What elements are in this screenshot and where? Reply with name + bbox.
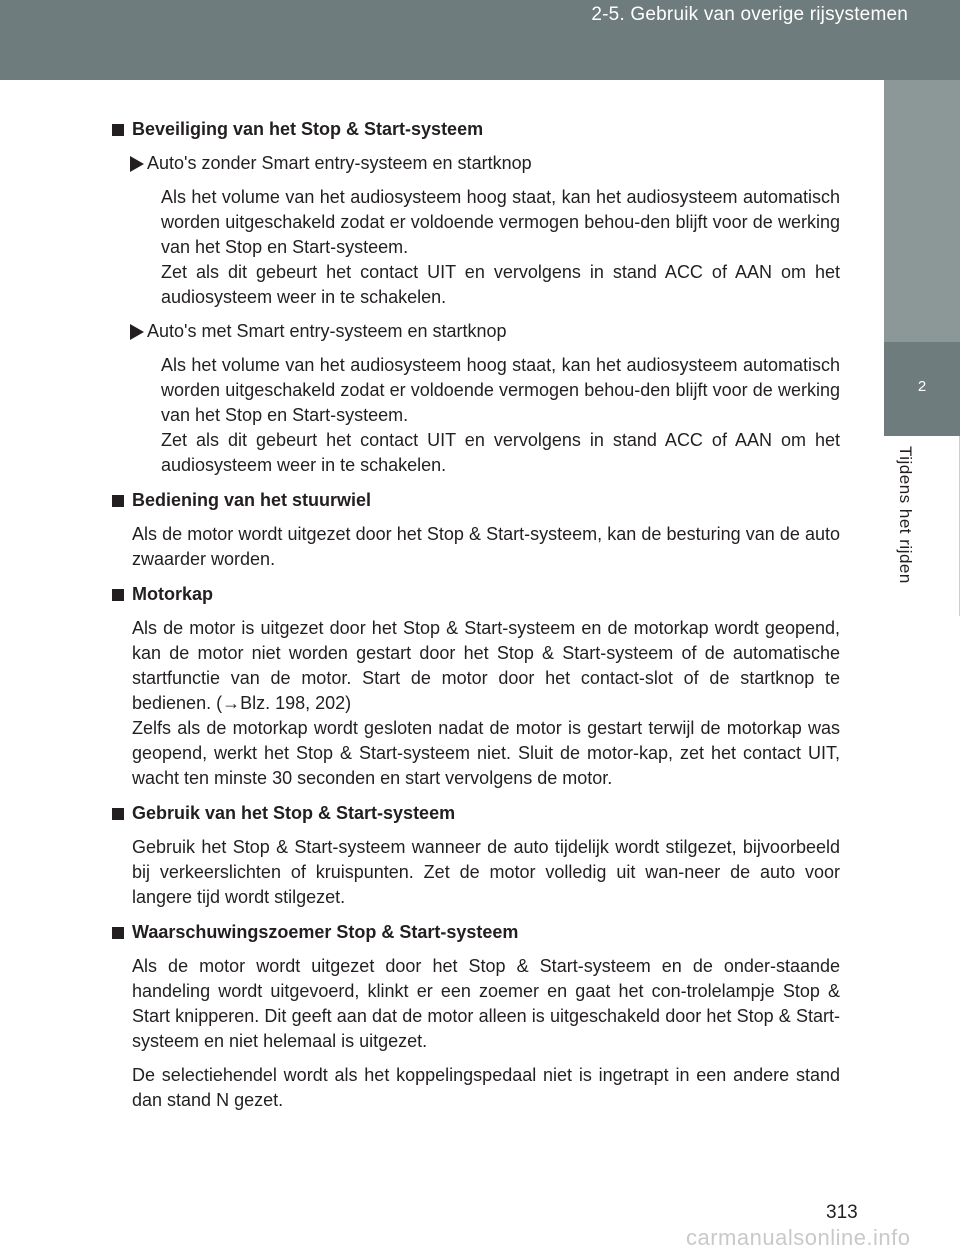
- triangle-bullet-icon: [130, 156, 144, 172]
- paragraph: [132, 835, 840, 910]
- subsection-heading: [130, 319, 840, 344]
- triangle-bullet-icon: [130, 324, 144, 340]
- subsection-heading: [130, 151, 840, 176]
- watermark: carmanualsonline.info: [686, 1225, 911, 1250]
- paragraph: [161, 185, 840, 310]
- section-heading-text: Bediening van het stuurwiel: [132, 490, 372, 510]
- section-stuurwiel: [112, 488, 840, 572]
- square-bullet-icon: [112, 495, 124, 507]
- chapter-title: 2-5. Gebruik van overige rijsystemen: [591, 4, 908, 25]
- paragraph-line: Als het volume van het audiosysteem hoog staat, kan het audiosysteem automatisch worden uitgeschakeld zodat er voldoende vermogen behou-den blijft voor de werking van het Stop en Start-systeem.: [161, 355, 840, 425]
- subsection-heading-text: Auto's zonder Smart entry-systeem en startknop: [147, 153, 532, 173]
- paragraph: [132, 522, 840, 572]
- paragraph-line: Als het volume van het audiosysteem hoog staat, kan het audiosysteem automatisch worden uitgeschakeld zodat er voldoende vermogen behou-den blijft voor de werking van het Stop en Start-systeem.: [161, 187, 840, 257]
- paragraph-line: Als de motor wordt uitgezet door het Stop & Start-systeem en de onder-staande handeling wordt uitgevoerd, klinkt er een zoemer en gaat het con-trolelampje Stop & Start knipperen. Dit geeft aan dat de motor alleen is uitgeschakeld door het Stop & Start-systeem en niet helemaal is uitgezet.: [132, 956, 840, 1051]
- section-heading: [112, 488, 840, 513]
- chapter-side-label: Tijdens het rijden: [896, 446, 915, 584]
- section-heading: [112, 117, 840, 142]
- section-heading: [112, 801, 840, 826]
- square-bullet-icon: [112, 927, 124, 939]
- paragraph: [161, 353, 840, 478]
- side-band: [884, 80, 960, 342]
- section-heading-text: Waarschuwingszoemer Stop & Start-systeem: [132, 922, 519, 942]
- section-motorkap: [112, 582, 840, 791]
- paragraph-line: Als de motor is uitgezet door het Stop & Start-systeem en de motorkap wordt geopend, kan de motor niet worden gestart door het Stop & Start-systeem of de automatische startfunctie van de motor. Start de motor door het contact-slot of de startknop te bedienen. (→Blz. 198, 202): [132, 618, 840, 713]
- chapter-number: 2: [917, 378, 927, 395]
- square-bullet-icon: [112, 808, 124, 820]
- section-beveiliging: [112, 117, 840, 478]
- paragraph: [132, 954, 840, 1054]
- square-bullet-icon: [112, 589, 124, 601]
- page-number: 313: [826, 1202, 858, 1223]
- paragraph-line: Zelfs als de motorkap wordt gesloten nadat de motor is gestart terwijl de motorkap was geopend, werkt het Stop & Start-systeem niet. Sluit de motor-kap, zet het contact UIT, wacht ten minste 30 seconden en start vervolgens de motor.: [132, 718, 840, 788]
- chapter-tab: [884, 342, 960, 436]
- section-heading-text: Gebruik van het Stop & Start-systeem: [132, 803, 456, 823]
- paragraph-line: De selectiehendel wordt als het koppelingspedaal niet is ingetrapt in een andere stand dan stand N gezet.: [132, 1065, 840, 1110]
- subsection-heading-text: Auto's met Smart entry-systeem en startknop: [147, 321, 507, 341]
- square-bullet-icon: [112, 124, 124, 136]
- section-heading: [112, 582, 840, 607]
- section-heading-text: Beveiliging van het Stop & Start-systeem: [132, 119, 484, 139]
- paragraph: [132, 616, 840, 791]
- section-zoemer: [112, 920, 840, 1113]
- paragraph-line: Als de motor wordt uitgezet door het Stop & Start-systeem, kan de besturing van de auto zwaarder worden.: [132, 524, 840, 569]
- paragraph-line: Zet als dit gebeurt het contact UIT en vervolgens in stand ACC of AAN om het audiosysteem weer in te schakelen.: [161, 262, 840, 307]
- section-gebruik: [112, 801, 840, 910]
- section-heading-text: Motorkap: [132, 584, 213, 604]
- page-content: [112, 117, 840, 1123]
- section-heading: [112, 920, 840, 945]
- paragraph-line: Zet als dit gebeurt het contact UIT en vervolgens in stand ACC of AAN om het audiosysteem weer in te schakelen.: [161, 430, 840, 475]
- paragraph: [132, 1063, 840, 1113]
- paragraph-line: Gebruik het Stop & Start-systeem wanneer de auto tijdelijk wordt stilgezet, bijvoorbeeld bij verkeerslichten of kruispunten. Zet de motor volledig uit wan-neer de auto voor langere tijd wordt stilgezet.: [132, 837, 840, 907]
- header-band: [0, 0, 960, 80]
